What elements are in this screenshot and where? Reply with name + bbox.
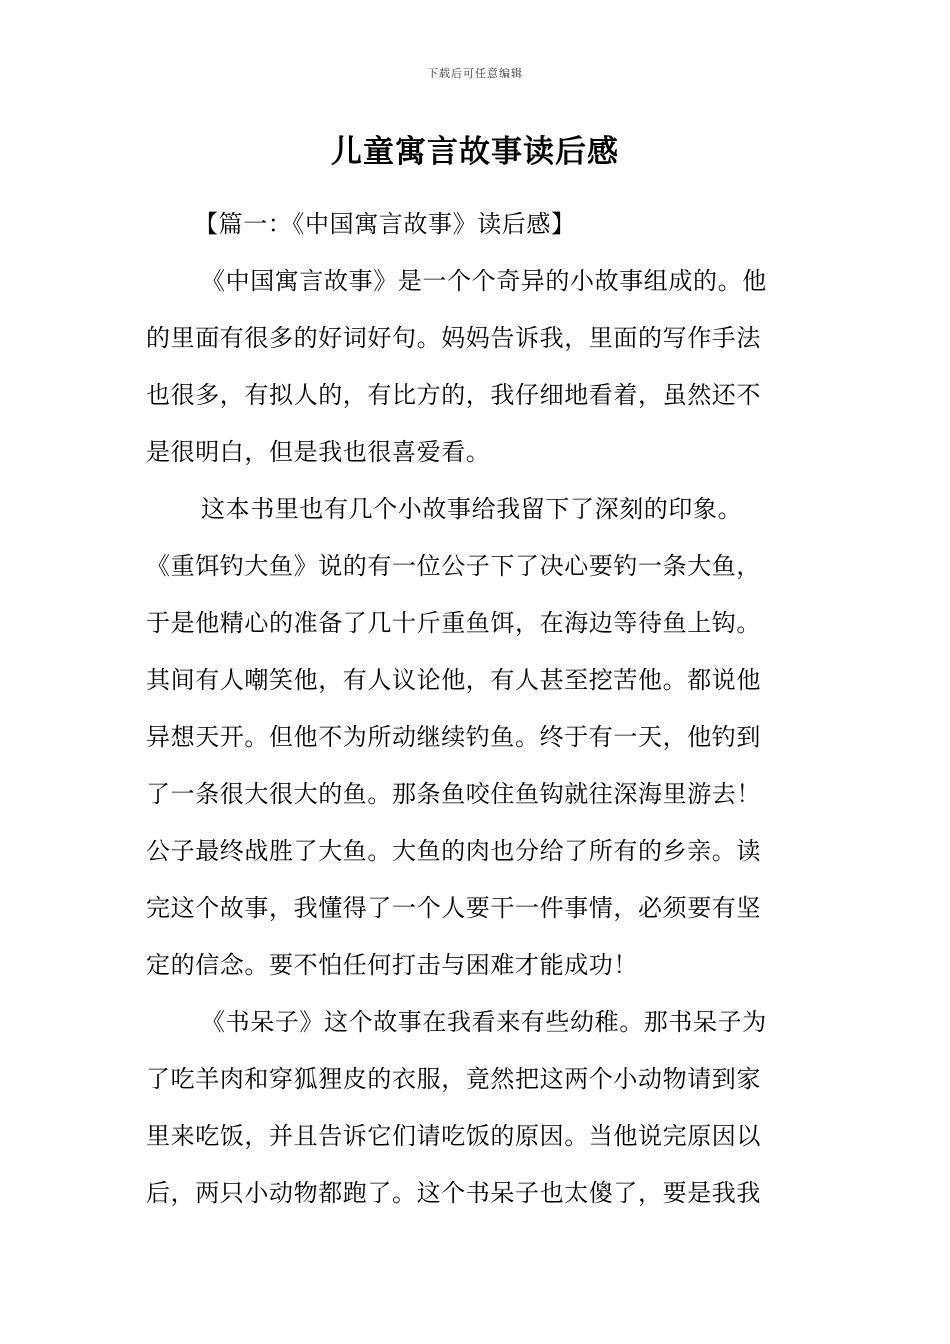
text-line: 公子最终战胜了大鱼。大鱼的肉也分给了所有的乡亲。读	[146, 837, 761, 865]
text-line: 是很明白，但是我也很喜爱看。	[146, 438, 491, 466]
text-line: 了一条很大很大的鱼。那条鱼咬住鱼钩就往深海里游去！	[146, 780, 761, 808]
paragraph-1	[146, 253, 808, 481]
text-line: 了吃羊肉和穿狐狸皮的衣服，竟然把这两个小动物请到家	[146, 1065, 761, 1093]
text-line: 《书呆子》这个故事在我看来有些幼稚。那书呆子为	[201, 1008, 767, 1036]
text-line: 于是他精心的准备了几十斤重鱼饵，在海边等待鱼上钩。	[146, 609, 761, 637]
text-line: 异想天开。但他不为所动继续钓鱼。终于有一天，他钓到	[146, 723, 761, 751]
header-note: 下载后可任意编辑	[427, 67, 523, 80]
text-line: 的里面有很多的好词好句。妈妈告诉我，里面的写作手法	[146, 324, 761, 352]
text-line: 完这个故事，我懂得了一个人要干一件事情，必须要有坚	[146, 894, 761, 922]
page-title: 儿童寓言故事读后感	[331, 134, 619, 170]
text-line: 其间有人嘲笑他，有人议论他，有人甚至挖苦他。都说他	[146, 666, 761, 694]
text-line: 《重饵钓大鱼》说的有一位公子下了决心要钓一条大鱼，	[146, 552, 761, 580]
article-body	[146, 196, 808, 1222]
section-heading: 【篇一：《中国寓言故事》读后感】	[194, 210, 576, 238]
text-line: 里来吃饭，并且告诉它们请吃饭的原因。当他说完原因以	[146, 1122, 761, 1150]
paragraph-2	[146, 481, 808, 994]
text-line: 也很多，有拟人的，有比方的，我仔细地看着，虽然还不	[146, 381, 761, 409]
text-line: 这本书里也有几个小故事给我留下了深刻的印象。	[201, 495, 743, 523]
text-line: 后，两只小动物都跑了。这个书呆子也太傻了，要是我我	[146, 1179, 761, 1207]
text-line: 定的信念。要不怕任何打击与困难才能成功！	[146, 951, 638, 979]
text-line: 《中国寓言故事》是一个个奇异的小故事组成的。他	[201, 267, 767, 295]
paragraph-3	[146, 994, 808, 1222]
